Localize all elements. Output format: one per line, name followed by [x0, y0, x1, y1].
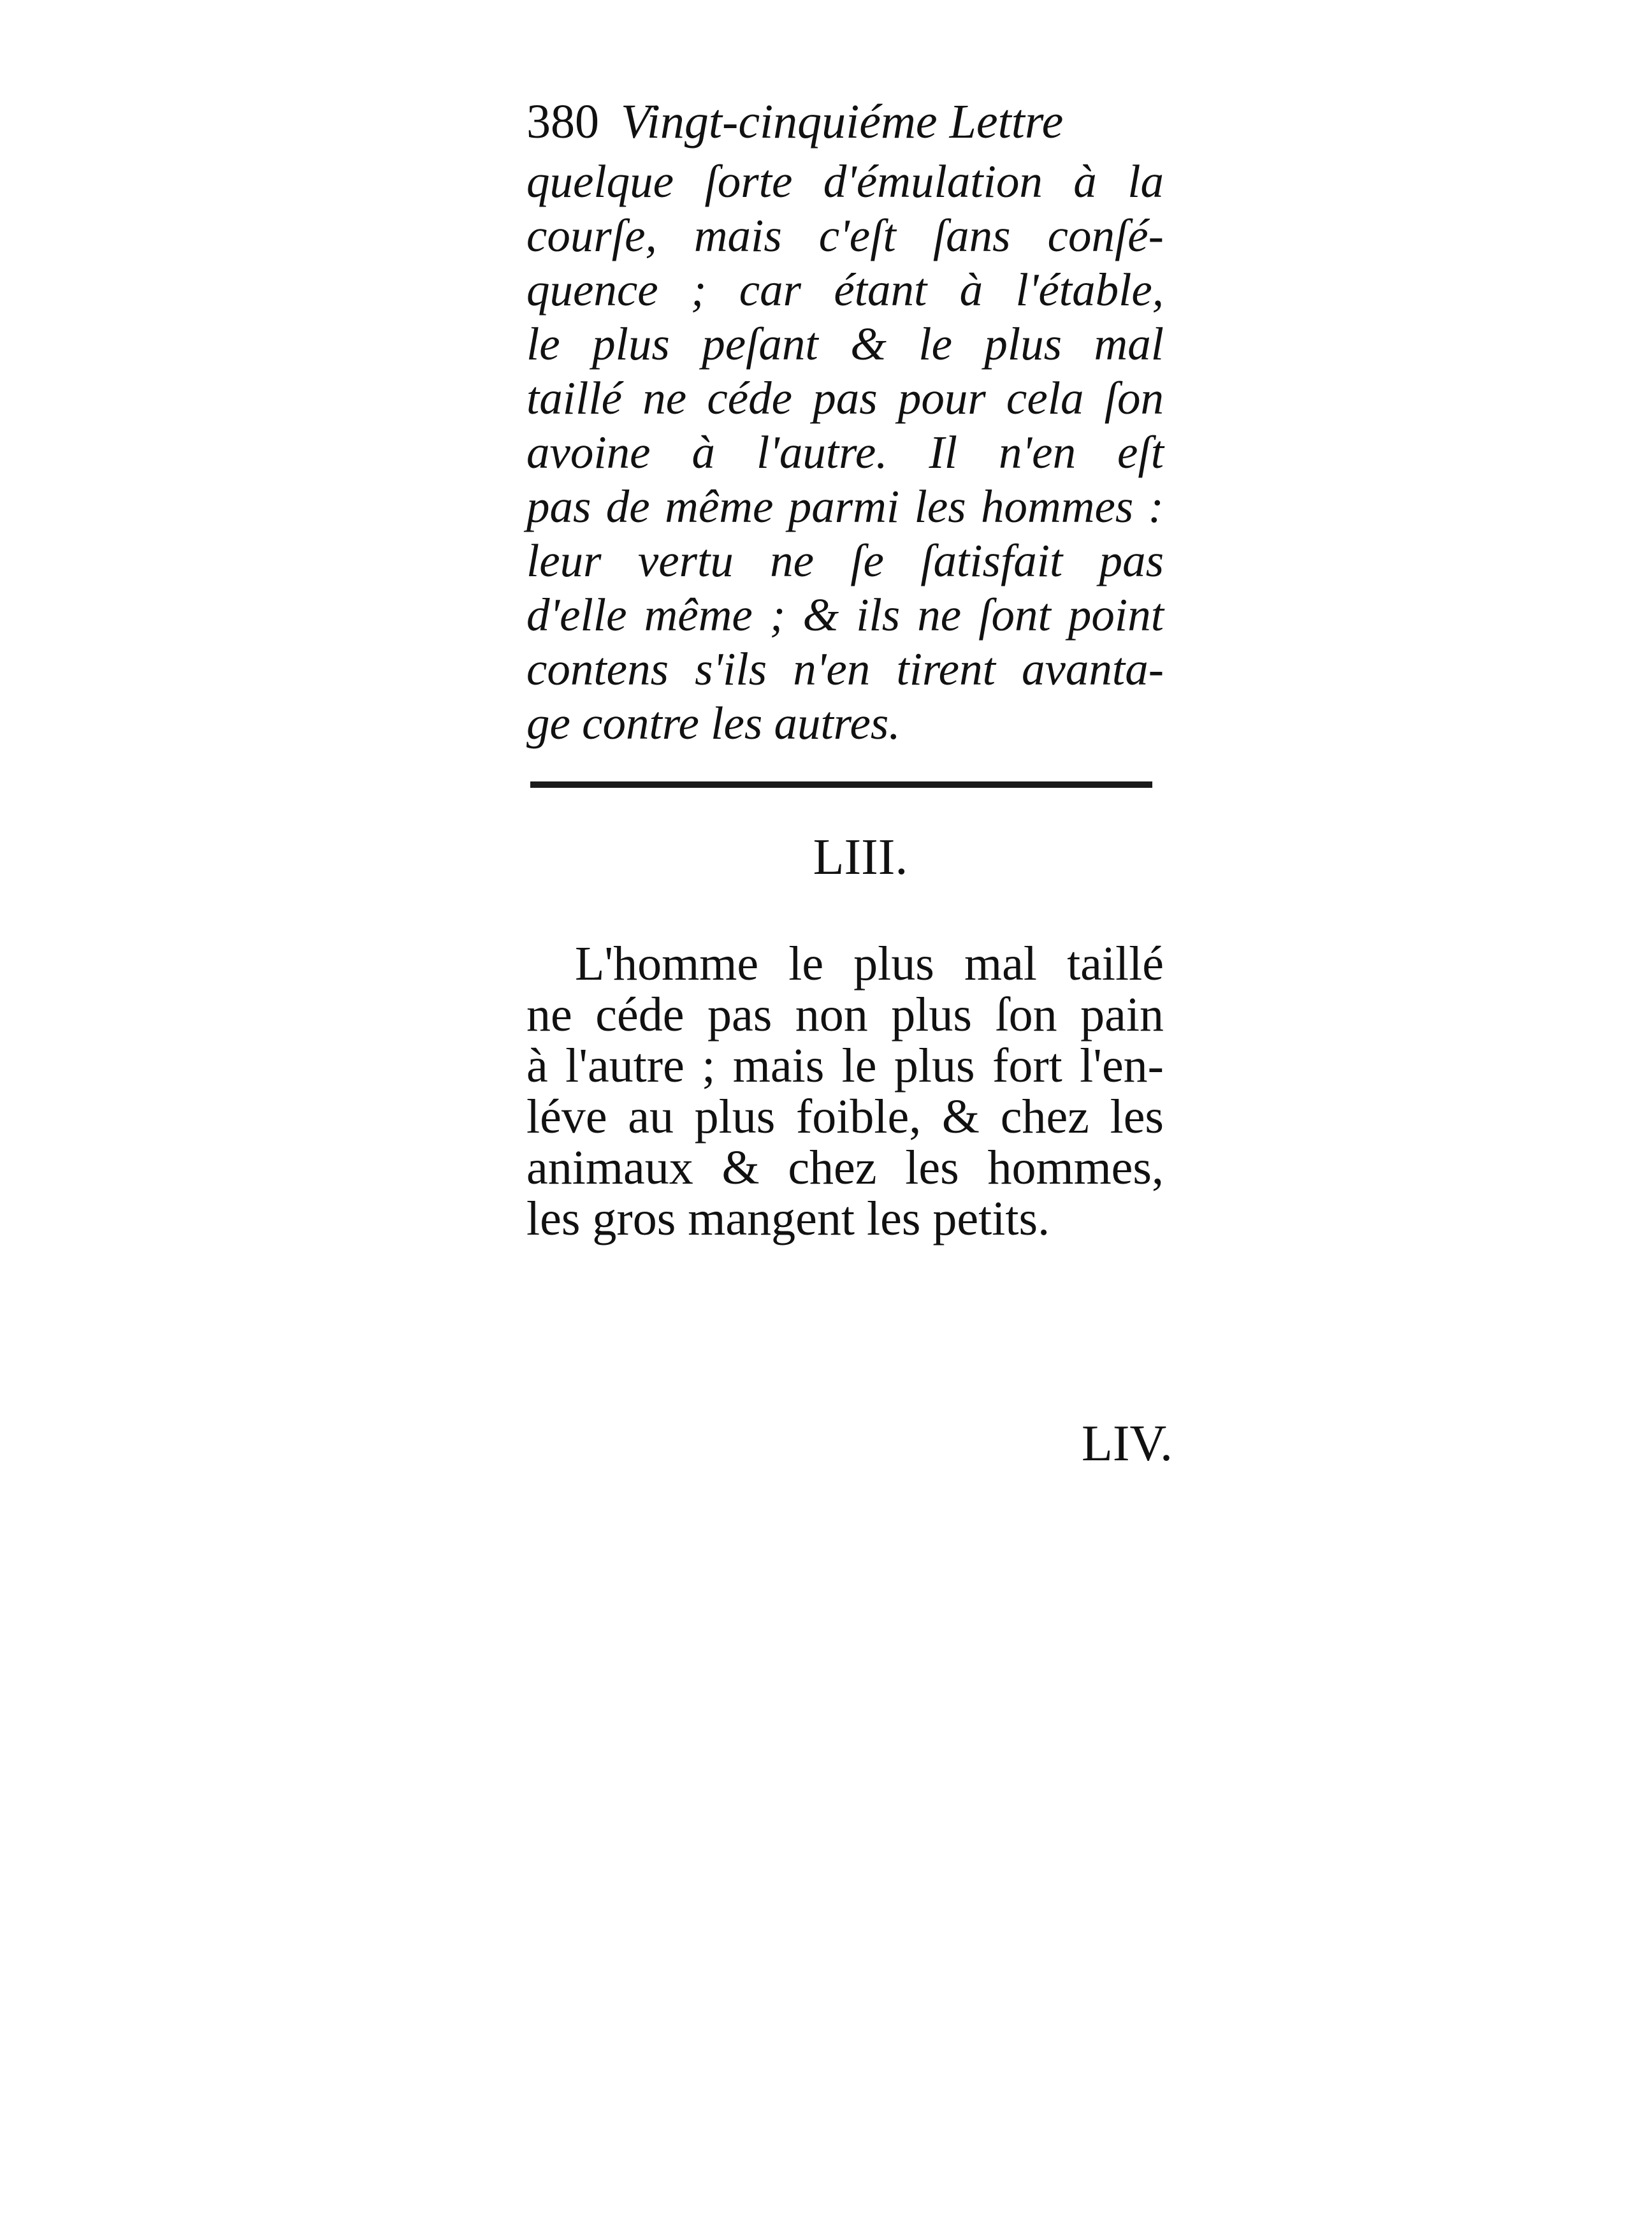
text-line: courſe, mais c'eſt ſans conſé-: [526, 210, 1164, 261]
page-header: [526, 94, 1177, 152]
text-line: L'homme le plus mal taillé: [575, 937, 1164, 991]
text-line: ge contre les autres.: [526, 697, 901, 749]
section-paragraph: [526, 938, 1164, 1244]
text-line: le plus peſant & le plus mal: [526, 318, 1164, 370]
text-line: les gros mangent les petits.: [526, 1192, 1050, 1245]
letter-paragraph: [526, 154, 1164, 750]
running-title: Vingt-cinquiéme Lettre: [621, 95, 1064, 149]
text-line: à l'autre ; mais le plus fort l'en-: [526, 1039, 1164, 1093]
text-line: contens s'ils n'en tirent avanta-: [526, 643, 1164, 695]
text-line: leur vertu ne ſe ſatisfait pas: [526, 535, 1164, 586]
text-line: quence ; car étant à l'étable,: [526, 264, 1164, 316]
horizontal-rule: [530, 781, 1152, 788]
text-line: animaux & chez les hommes,: [526, 1141, 1164, 1194]
text-line: d'elle même ; & ils ne ſont point: [526, 589, 1164, 641]
section-number: LIII.: [813, 829, 908, 885]
text-line: léve au plus foible, & chez les: [526, 1090, 1164, 1143]
text-line: quelque ſorte d'émulation à la: [526, 156, 1164, 207]
text-line: ne céde pas non plus ſon pain: [526, 988, 1164, 1042]
text-line: pas de même parmi les hommes :: [526, 481, 1164, 532]
text-line: avoine à l'autre. Il n'en eſt: [526, 426, 1164, 478]
page-number: 380: [526, 95, 599, 149]
catchword: LIV.: [1082, 1416, 1173, 1472]
text-line: taillé ne céde pas pour cela ſon: [526, 372, 1164, 424]
